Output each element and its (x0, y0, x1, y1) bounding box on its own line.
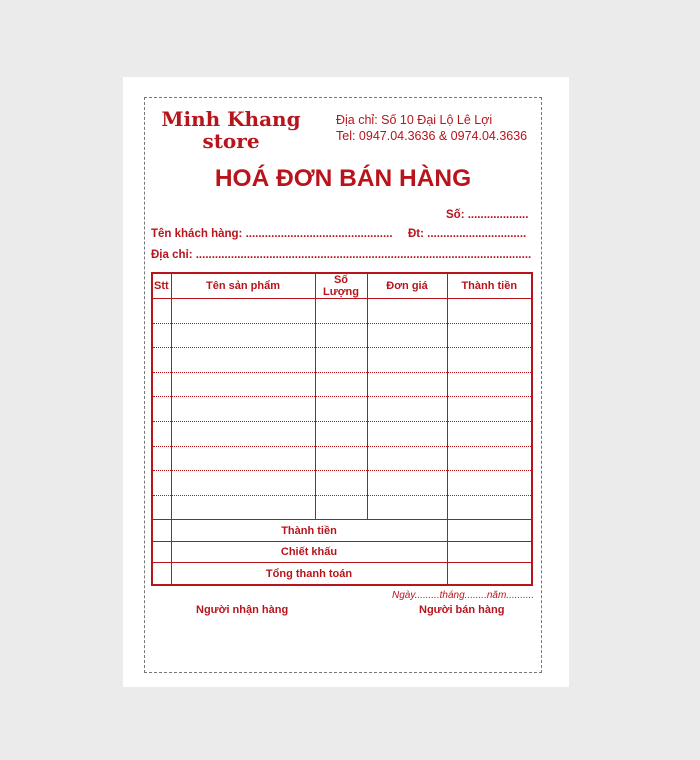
row-product-cell[interactable] (171, 348, 315, 373)
row-stt-cell[interactable] (152, 323, 171, 348)
row-unit-price-cell[interactable] (367, 348, 447, 373)
row-amount-cell[interactable] (447, 348, 532, 373)
row-stt-cell[interactable] (152, 348, 171, 373)
discount-label: Chiết khấu (171, 541, 447, 563)
row-unit-price-cell[interactable] (367, 323, 447, 348)
row-stt-cell[interactable] (152, 471, 171, 496)
row-product-cell[interactable] (171, 323, 315, 348)
row-quantity-cell[interactable] (315, 471, 367, 496)
store-name-line2: store (202, 129, 260, 153)
row-amount-cell[interactable] (447, 495, 532, 520)
column-header-product: Tên sản phẩm (171, 273, 315, 299)
row-product-cell[interactable] (171, 397, 315, 422)
row-stt-cell[interactable] (152, 495, 171, 520)
table-row (152, 323, 532, 348)
row-product-cell[interactable] (171, 495, 315, 520)
table-header-row (152, 273, 532, 299)
table-row (152, 446, 532, 471)
row-unit-price-cell[interactable] (367, 421, 447, 446)
row-unit-price-cell[interactable] (367, 446, 447, 471)
row-unit-price-cell[interactable] (367, 495, 447, 520)
column-header-amount: Thành tiền (447, 273, 532, 299)
customer-phone-field: Đt: ............................... (408, 228, 527, 240)
table-row (152, 421, 532, 446)
subtotal-label: Thành tiền (171, 520, 447, 542)
row-product-cell[interactable] (171, 421, 315, 446)
row-stt-cell[interactable] (152, 372, 171, 397)
row-amount-cell[interactable] (447, 446, 532, 471)
customer-name-field: Tên khách hàng: .............................................. (151, 228, 393, 240)
row-stt-cell[interactable] (152, 446, 171, 471)
summary-row-subtotal (152, 520, 532, 542)
row-quantity-cell[interactable] (315, 372, 367, 397)
invoice-number-field: Số: ................... (446, 209, 529, 221)
customer-address-field: Địa chỉ: ......................................................................................................... (151, 249, 532, 261)
row-amount-cell[interactable] (447, 372, 532, 397)
row-product-cell[interactable] (171, 372, 315, 397)
row-product-cell[interactable] (171, 299, 315, 324)
table-row (152, 372, 532, 397)
summary-row-discount (152, 541, 532, 563)
subtotal-value[interactable] (447, 520, 532, 542)
invoice-title: HOÁ ĐƠN BÁN HÀNG (214, 165, 472, 192)
row-unit-price-cell[interactable] (367, 471, 447, 496)
store-name-line1: Minh Khang (161, 107, 301, 131)
row-amount-cell[interactable] (447, 323, 532, 348)
row-amount-cell[interactable] (447, 471, 532, 496)
row-quantity-cell[interactable] (315, 495, 367, 520)
seller-signature-label: Người bán hàng (419, 604, 505, 616)
table-row (152, 397, 532, 422)
row-stt-cell[interactable] (152, 421, 171, 446)
row-quantity-cell[interactable] (315, 348, 367, 373)
summary-row-total (152, 563, 532, 585)
column-header-quantity: Số Lượng (315, 273, 367, 299)
store-contact (336, 112, 527, 144)
column-header-stt: Stt (152, 273, 171, 299)
total-value[interactable] (447, 563, 532, 585)
invoice-table (151, 272, 533, 586)
row-quantity-cell[interactable] (315, 299, 367, 324)
store-phone: Tel: 0947.04.3636 & 0974.04.3636 (336, 129, 528, 143)
date-line: Ngày.........tháng........năm.......... (392, 590, 535, 601)
table-row (152, 348, 532, 373)
row-quantity-cell[interactable] (315, 446, 367, 471)
row-amount-cell[interactable] (447, 397, 532, 422)
row-amount-cell[interactable] (447, 421, 532, 446)
table-row (152, 299, 532, 324)
table-row (152, 471, 532, 496)
row-quantity-cell[interactable] (315, 397, 367, 422)
row-stt-cell[interactable] (152, 397, 171, 422)
store-logo (158, 108, 304, 152)
row-amount-cell[interactable] (447, 299, 532, 324)
table-row (152, 495, 532, 520)
receiver-signature-label: Người nhận hàng (196, 604, 289, 616)
row-unit-price-cell[interactable] (367, 372, 447, 397)
discount-value[interactable] (447, 541, 532, 563)
row-unit-price-cell[interactable] (367, 299, 447, 324)
row-unit-price-cell[interactable] (367, 397, 447, 422)
total-label: Tổng thanh toán (171, 563, 447, 585)
store-address: Địa chỉ: Số 10 Đại Lộ Lê Lợi (336, 113, 493, 127)
column-header-unit-price: Đơn giá (367, 273, 447, 299)
row-quantity-cell[interactable] (315, 421, 367, 446)
row-quantity-cell[interactable] (315, 323, 367, 348)
row-product-cell[interactable] (171, 446, 315, 471)
row-product-cell[interactable] (171, 471, 315, 496)
row-stt-cell[interactable] (152, 299, 171, 324)
